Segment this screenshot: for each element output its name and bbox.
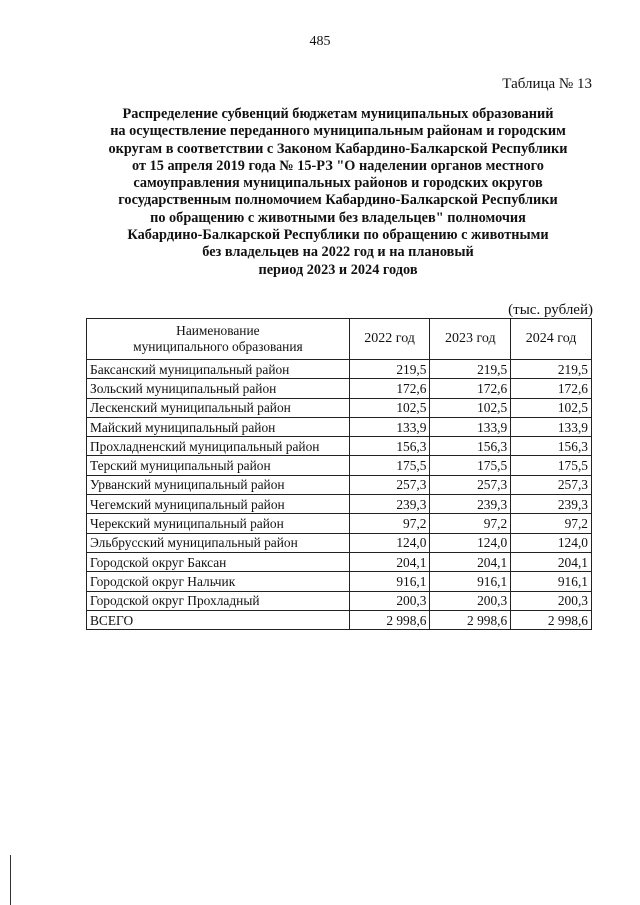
value-2022-cell: 257,3 — [349, 475, 430, 494]
value-2023-cell: 97,2 — [430, 514, 511, 533]
table-row — [87, 475, 592, 494]
value-2024-cell: 200,3 — [511, 591, 592, 610]
header-name-line1: Наименование — [176, 323, 260, 338]
margin-line — [10, 855, 11, 905]
table-row — [87, 591, 592, 610]
value-2023-cell: 239,3 — [430, 495, 511, 514]
value-2023-cell: 2 998,6 — [430, 610, 511, 629]
title-line: округам в соответствии с Законом Кабардино-Балкарской Республики — [108, 140, 568, 157]
value-2024-cell: 219,5 — [511, 360, 592, 379]
header-2023: 2023 год — [430, 319, 511, 360]
municipality-cell: ВСЕГО — [87, 610, 350, 629]
municipality-cell: Майский муниципальный район — [87, 417, 350, 436]
value-2022-cell: 156,3 — [349, 437, 430, 456]
value-2022-cell: 219,5 — [349, 360, 430, 379]
value-2023-cell: 172,6 — [430, 379, 511, 398]
municipality-cell: Терский муниципальный район — [87, 456, 350, 475]
value-2023-cell: 156,3 — [430, 437, 511, 456]
table-row — [87, 572, 592, 591]
value-2022-cell: 133,9 — [349, 417, 430, 436]
municipality-cell: Городской округ Баксан — [87, 552, 350, 571]
value-2023-cell: 257,3 — [430, 475, 511, 494]
title-line: от 15 апреля 2019 года № 15-РЗ "О наделении органов местного — [132, 157, 544, 174]
value-2022-cell: 239,3 — [349, 495, 430, 514]
value-2022-cell: 175,5 — [349, 456, 430, 475]
header-municipality — [87, 319, 350, 360]
value-2022-cell: 97,2 — [349, 514, 430, 533]
value-2024-cell: 239,3 — [511, 495, 592, 514]
value-2024-cell: 102,5 — [511, 398, 592, 417]
municipality-cell: Прохладненский муниципальный район — [87, 437, 350, 456]
title-line: период 2023 и 2024 годов — [258, 261, 418, 278]
table-row — [87, 514, 592, 533]
table-label: Таблица № 13 — [502, 76, 592, 92]
table-body — [87, 360, 592, 630]
municipality-cell: Городской округ Нальчик — [87, 572, 350, 591]
value-2023-cell: 133,9 — [430, 417, 511, 436]
title-line: государственным полномочием Кабардино-Балкарской Республики — [118, 192, 558, 209]
value-2023-cell: 204,1 — [430, 552, 511, 571]
title-line: Кабардино-Балкарской Республики по обращению с животными — [127, 227, 549, 244]
value-2022-cell: 916,1 — [349, 572, 430, 591]
title-line: на осуществление переданного муниципальным районам и городским — [110, 123, 566, 140]
municipality-cell: Лескенский муниципальный район — [87, 398, 350, 417]
value-2023-cell: 200,3 — [430, 591, 511, 610]
value-2023-cell: 124,0 — [430, 533, 511, 552]
table-total-row — [87, 610, 592, 629]
table-row — [87, 437, 592, 456]
municipality-cell: Чегемский муниципальный район — [87, 495, 350, 514]
header-2024: 2024 год — [511, 319, 592, 360]
title-line: без владельцев на 2022 год и на плановый — [202, 244, 474, 261]
value-2023-cell: 219,5 — [430, 360, 511, 379]
value-2024-cell: 257,3 — [511, 475, 592, 494]
table-row — [87, 360, 592, 379]
title-line: самоуправления муниципальных районов и городских округов — [133, 175, 543, 192]
value-2024-cell: 172,6 — [511, 379, 592, 398]
value-2023-cell: 175,5 — [430, 456, 511, 475]
municipality-cell: Баксанский муниципальный район — [87, 360, 350, 379]
value-2024-cell: 156,3 — [511, 437, 592, 456]
table-row — [87, 533, 592, 552]
value-2023-cell: 102,5 — [430, 398, 511, 417]
value-2022-cell: 2 998,6 — [349, 610, 430, 629]
value-2022-cell: 204,1 — [349, 552, 430, 571]
value-2024-cell: 124,0 — [511, 533, 592, 552]
value-2024-cell: 2 998,6 — [511, 610, 592, 629]
table-row — [87, 495, 592, 514]
title-line: по обращению с животными без владельцев" полномочия — [150, 209, 526, 226]
table-row — [87, 552, 592, 571]
municipality-cell: Черекский муниципальный район — [87, 514, 350, 533]
units-label: (тыс. рублей) — [508, 302, 593, 318]
table-row — [87, 417, 592, 436]
value-2022-cell: 172,6 — [349, 379, 430, 398]
municipality-cell: Эльбрусский муниципальный район — [87, 533, 350, 552]
municipality-cell: Урванский муниципальный район — [87, 475, 350, 494]
value-2022-cell: 124,0 — [349, 533, 430, 552]
title-line: Распределение субвенций бюджетам муниципальных образований — [122, 106, 554, 122]
municipality-cell: Городской округ Прохладный — [87, 591, 350, 610]
table-row — [87, 398, 592, 417]
value-2024-cell: 133,9 — [511, 417, 592, 436]
header-2022: 2022 год — [349, 319, 430, 360]
table-row — [87, 456, 592, 475]
page-number: 485 — [309, 34, 331, 49]
value-2023-cell: 916,1 — [430, 572, 511, 591]
municipality-cell: Зольский муниципальный район — [87, 379, 350, 398]
table-row — [87, 379, 592, 398]
header-name-line2: муниципального образования — [133, 339, 303, 354]
value-2024-cell: 916,1 — [511, 572, 592, 591]
value-2022-cell: 102,5 — [349, 398, 430, 417]
value-2024-cell: 97,2 — [511, 514, 592, 533]
value-2024-cell: 175,5 — [511, 456, 592, 475]
value-2024-cell: 204,1 — [511, 552, 592, 571]
value-2022-cell: 200,3 — [349, 591, 430, 610]
subvention-table — [86, 318, 592, 630]
table-header-row — [87, 319, 592, 360]
document-title — [88, 106, 588, 279]
